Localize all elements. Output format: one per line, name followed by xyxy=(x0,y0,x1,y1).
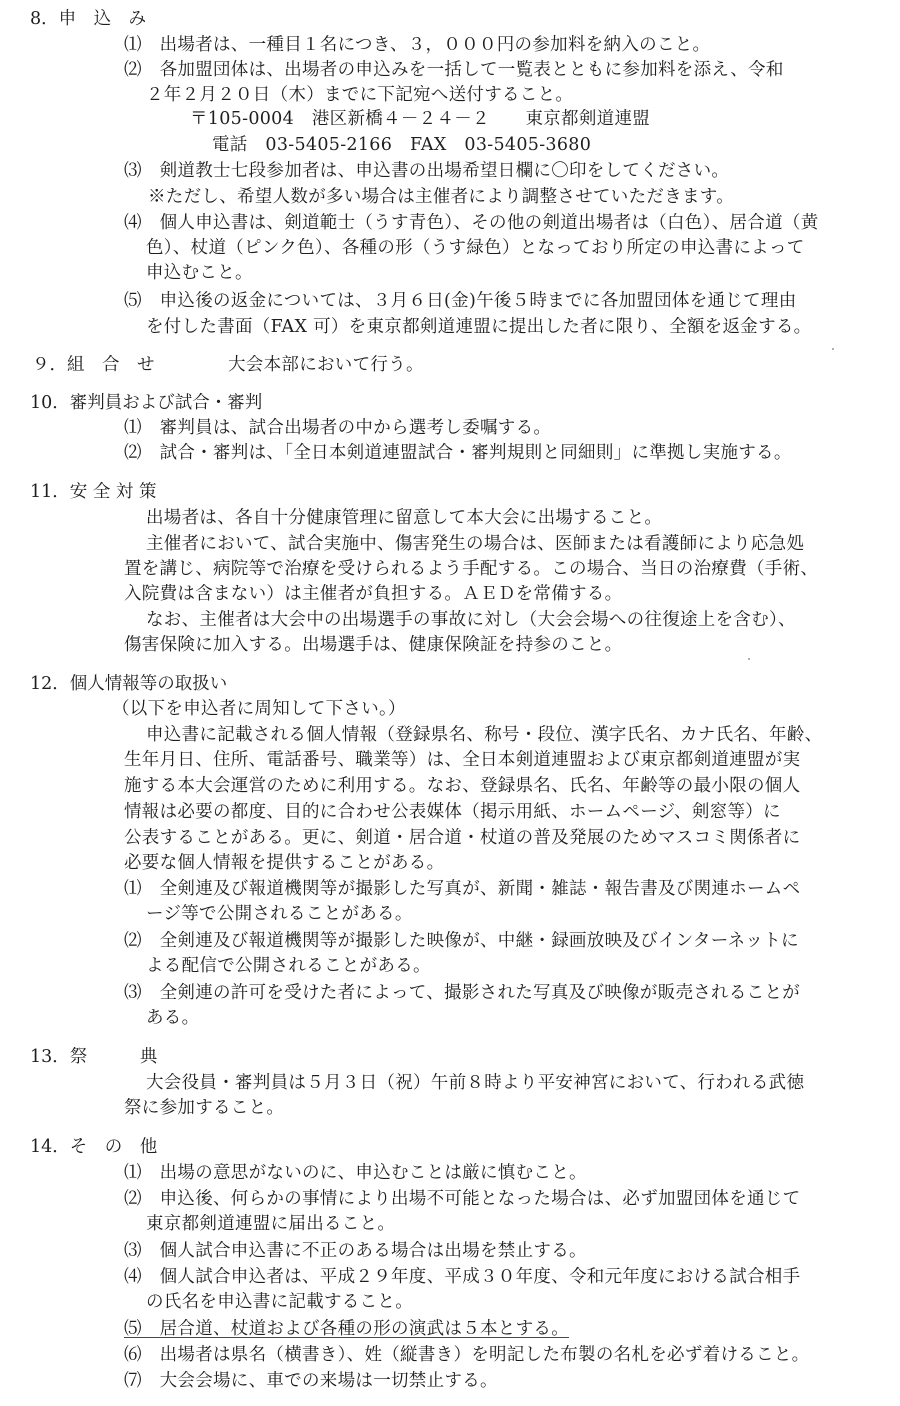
s10-item-1: ⑴ 審判員は、試合出場者の中から選考し委嘱する。 xyxy=(124,418,552,438)
s14-item-2-line-2: 東京都剣道連盟に届出ること。 xyxy=(146,1214,396,1234)
s14-item-7: ⑺ 大会会場に、車での来場は一切禁止する。 xyxy=(124,1371,498,1391)
s8-item-2-line-2: ２年２月２０日（木）までに下記宛へ送付すること。 xyxy=(146,85,574,105)
section-10-heading: 10．審判員および試合・審判 xyxy=(30,393,263,413)
s12-item-2-line-1: ⑵ 全剣連及び報道機関等が撮影した映像が、中継・録画放映及びインターネットに xyxy=(124,931,799,951)
s12-item-1-line-2: ージ等で公開されることがある。 xyxy=(146,904,413,924)
s8-item-4-line-3: 申込むこと。 xyxy=(146,263,253,283)
s13-line-1: 大会役員・審判員は５月３日（祝）午前８時より平安神宮において、行われる武徳 xyxy=(146,1073,805,1093)
s10-item-2: ⑵ 試合・審判は、「全日本剣道連盟試合・審判規則と同細則」に準拠し実施する。 xyxy=(124,443,792,463)
s8-item-1-line-1: ⑴ 出場者は、一種目１名につき、３，０００円の参加料を納入のこと。 xyxy=(124,35,711,55)
s11-line-2: 主催者において、試合実施中、傷害発生の場合は、医師または看護師により応急処 xyxy=(146,534,805,554)
s14-item-1: ⑴ 出場の意思がないのに、申込むことは厳に慎むこと。 xyxy=(124,1163,587,1183)
s14-item-5: ⑸ 居合道、杖道および各種の形の演武は５本とする。 xyxy=(124,1319,569,1339)
s12-line-3: 施する本大会運営のために利用する。なお、登録県名、氏名、年齢等の最小限の個人 xyxy=(124,776,801,796)
section-13-heading: 13．祭 典 xyxy=(30,1047,158,1067)
s11-line-5: なお、主催者は大会中の出場選手の事故に対し（大会会場への往復途上を含む）、 xyxy=(146,610,796,630)
section-9-heading: ９．組 合 せ xyxy=(32,355,155,375)
s14-item-2-line-1: ⑵ 申込後、何らかの事情により出場不可能となった場合は、必ず加盟団体を通じて xyxy=(124,1189,801,1209)
scan-speck xyxy=(748,658,750,660)
section-12-heading: 12．個人情報等の取扱い xyxy=(30,674,228,694)
s12-line-5: 公表することがある。更に、剣道・居合道・杖道の普及発展のためマスコミ関係者に xyxy=(124,828,801,848)
s12-item-2-line-2: よる配信で公開されることがある。 xyxy=(146,956,431,976)
s11-line-3: 置を講じ、病院等で治療を受けられるよう手配する。この場合、当日の治療費（手術、 xyxy=(124,559,819,579)
s12-item-3-line-2: ある。 xyxy=(146,1008,200,1028)
s14-item-3: ⑶ 個人試合申込書に不正のある場合は出場を禁止する。 xyxy=(124,1241,587,1261)
s11-line-1: 出場者は、各自十分健康管理に留意して本大会に出場すること。 xyxy=(146,508,663,528)
s9-text: 大会本部において行う。 xyxy=(228,355,424,375)
s8-item-4-line-1: ⑷ 個人申込書は、剣道範士（うす青色）、その他の剣道出場者は（白色）、居合道（黄 xyxy=(124,213,819,233)
s12-item-3-line-1: ⑶ 全剣連の許可を受けた者によって、撮影された写真及び映像が販売されることが xyxy=(124,983,801,1003)
s8-item-5-line-2: を付した書面（FAX 可）を東京都剣道連盟に提出した者に限り、全額を返金する。 xyxy=(146,317,812,337)
s11-line-6: 傷害保険に加入する。出場選手は、健康保険証を持参のこと。 xyxy=(124,635,623,655)
s14-item-4-line-2: の氏名を申込書に記載すること。 xyxy=(146,1292,413,1312)
section-11-heading: 11．安 全 対 策 xyxy=(30,482,157,502)
s8-item-2-line-1: ⑵ 各加盟団体は、出場者の申込みを一括して一覧表とともに参加料を添え、令和 xyxy=(124,60,784,80)
s12-line-2: 生年月日、住所、電話番号、職業等）は、全日本剣道連盟および東京都剣道連盟が実 xyxy=(124,750,801,770)
s8-item-4-line-2: 色）、杖道（ピンク色）、各種の形（うす緑色）となっており所定の申込書によって xyxy=(146,238,805,258)
s14-item-6: ⑹ 出場者は県名（横書き）、姓（縦書き）を明記した布製の名札を必ず着けること。 xyxy=(124,1345,810,1365)
s12-line-1: 申込書に記載される個人情報（登録県名、称号・段位、漢字氏名、カナ氏名、年齢、 xyxy=(146,725,823,745)
s13-line-2: 祭に参加すること。 xyxy=(124,1098,285,1118)
s12-line-4: 情報は必要の都度、目的に合わせ公表媒体（掲示用紙、ホームページ、剣窓等）に xyxy=(124,802,781,822)
section-14-heading: 14．そ の 他 xyxy=(30,1137,158,1157)
section-8-heading: 8．申 込 み xyxy=(30,9,147,29)
s12-subheading: （以下を申込者に周知して下さい。） xyxy=(112,699,406,719)
s8-item-3-note: ※ただし、希望人数が多い場合は主催者により調整させていただきます。 xyxy=(148,187,734,207)
s11-line-4: 入院費は含まない）は主催者が負担する。ＡＥＤを常備する。 xyxy=(124,584,623,604)
s8-address: 〒105-0004 港区新橋４－２４－２ 東京都剣道連盟 xyxy=(190,109,651,129)
s8-item-5-line-1: ⑸ 申込後の返金については、３月６日(金)午後５時までに各加盟団体を通じて理由 xyxy=(124,291,797,311)
s12-line-6: 必要な個人情報を提供することがある。 xyxy=(124,853,445,873)
s8-item-3-line-1: ⑶ 剣道教士七段参加者は、申込書の出場希望日欄に〇印をしてください。 xyxy=(124,161,730,181)
scan-speck xyxy=(832,348,834,350)
s8-telephone: 電話 03-5405-2166 FAX 03-5405-3680 xyxy=(212,135,592,155)
s12-item-1-line-1: ⑴ 全剣連及び報道機関等が撮影した写真が、新聞・雑誌・報告書及び関連ホームペ xyxy=(124,879,801,899)
s14-item-4-line-1: ⑷ 個人試合申込者は、平成２９年度、平成３０年度、令和元年度における試合相手 xyxy=(124,1267,801,1287)
